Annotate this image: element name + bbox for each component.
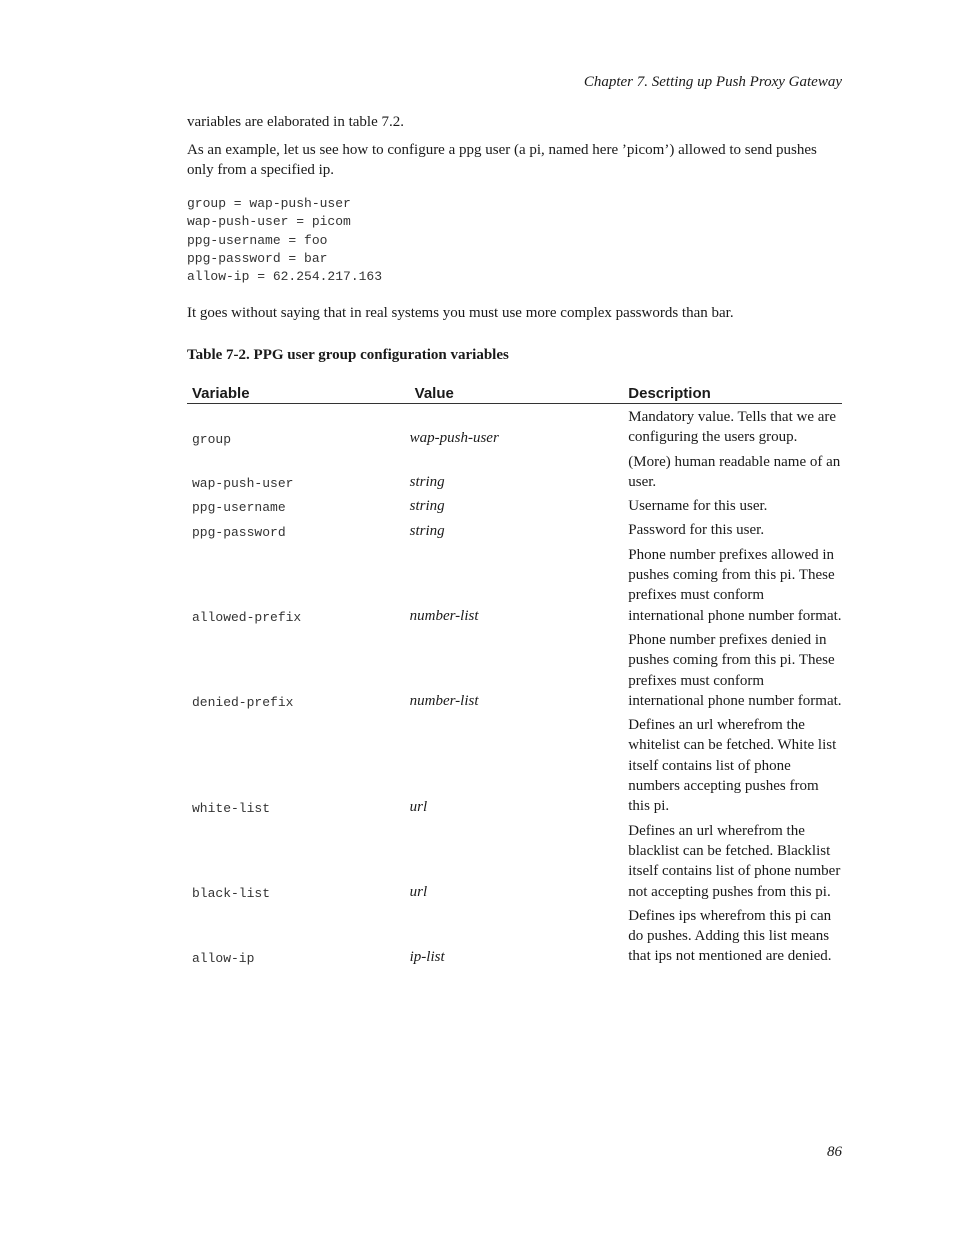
description-cell: (More) human readable name of an user. [628,453,841,490]
description-cell: Username for this user. [628,498,768,515]
config-code-block [187,195,382,286]
running-header: Chapter 7. Setting up Push Proxy Gateway [583,74,842,90]
table-row [187,712,842,817]
table-row [187,542,842,627]
value-cell: number-list [409,607,479,624]
description-cell: Phone number prefixes allowed in pushes coming from this pi. These prefixes must conform international phone number format. [628,546,842,624]
description-cell: Mandatory value. Tells that we are configuring the users group. [628,409,837,446]
table-row [187,517,842,541]
variable-cell: group [192,431,232,447]
variable-cell: ppg-username [192,500,286,516]
variable-cell: black-list [192,885,271,901]
variable-cell: denied-prefix [192,695,294,711]
description-cell: Phone number prefixes denied in pushes coming from this pi. These prefixes must conform international phone number format. [628,631,842,709]
table-title: Table 7-2. PPG user group configuration variables [187,347,509,363]
value-cell: url [409,798,428,815]
table-header-row [187,382,842,404]
table-row [187,818,842,903]
column-header-description: Description [627,382,842,404]
value-cell: string [409,522,445,539]
config-variables-table [187,382,842,968]
column-header-value: Value [410,382,628,404]
page-number: 86 [827,1144,842,1160]
description-cell: Password for this user. [628,522,765,539]
value-cell: wap-push-user [409,429,499,446]
note-paragraph: It goes without saying that in real systems you must use more complex passwords than bar. [187,305,734,321]
table-row [187,449,842,494]
table-row [187,404,842,449]
code-line: wap-push-user = picom [187,214,351,230]
code-line: group = wap-push-user [187,196,351,211]
example-paragraph: As an example, let us see how to configure a ppg user (a pi, named here ’picom’) allowed to send pushes only from a specified ip. [187,142,817,178]
code-line: allow-ip = 62.254.217.163 [187,269,383,285]
value-cell: string [409,474,445,491]
variable-cell: wap-push-user [192,476,294,492]
variable-cell: ppg-password [192,524,286,540]
table-row [187,903,842,968]
variable-cell: allow-ip [192,950,255,966]
variable-cell: allowed-prefix [192,609,302,625]
code-line: ppg-username = foo [187,232,328,248]
description-cell: Defines an url wherefrom the blacklist can be fetched. Blacklist itself contains list of phone number not accepting pushes from this pi. [628,822,841,900]
code-line: ppg-password = bar [187,250,328,266]
intro-line: variables are elaborated in table 7.2. [187,114,404,130]
description-cell: Defines ips wherefrom this pi can do pushes. Adding this list means that ips not mentioned are denied. [628,907,832,965]
value-cell: string [409,498,445,515]
variable-cell: white-list [192,800,271,816]
column-header-variable: Variable [187,382,410,404]
description-cell: Defines an url wherefrom the whitelist can be fetched. White list itself contains list of phone numbers accepting pushes from this pi. [628,717,837,815]
value-cell: number-list [409,693,479,710]
table-row [187,627,842,712]
value-cell: url [409,883,428,900]
value-cell: ip-list [409,948,445,965]
table-row [187,493,842,517]
